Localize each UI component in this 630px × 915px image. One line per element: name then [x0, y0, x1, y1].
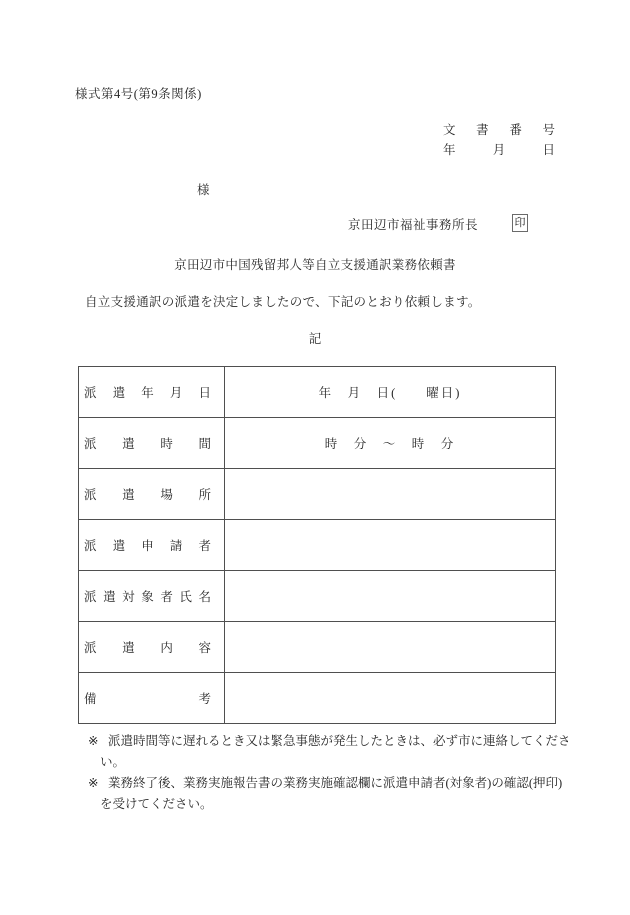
document-title: 京田辺市中国残留邦人等自立支援通訳業務依頼書 [174, 258, 456, 272]
sender-title: 京田辺市福祉事務所長 [348, 218, 479, 232]
ki-heading: 記 [308, 332, 322, 346]
table-row [79, 367, 556, 418]
notes [88, 731, 571, 815]
note-line [88, 731, 571, 752]
note-text: 業務終了後、業務実施報告書の業務実施確認欄に派遣申請者(対象者)の確認(押印) [108, 776, 563, 790]
row-value-cell [225, 469, 556, 520]
row-value-cell: 時 分 ～ 時 分 [225, 418, 556, 469]
row-label: 派 遣 時 間 [84, 437, 211, 451]
seal-label: 印 [514, 217, 526, 229]
seal-box [512, 214, 528, 232]
form-number: 様式第4号(第9条関係) [75, 87, 202, 101]
row-label: 派 遣 場 所 [84, 488, 211, 502]
row-label-cell [79, 418, 225, 469]
row-value-cell [225, 673, 556, 724]
table-row [79, 622, 556, 673]
note-marker: ※ [88, 776, 99, 790]
row-label-cell [79, 673, 225, 724]
row-label: 派 遣 申 請 者 [84, 539, 211, 553]
doc-number-block [443, 120, 555, 160]
row-label: 派 遣 年 月 日 [84, 386, 211, 400]
addressee-line: 様 [197, 183, 210, 197]
row-value-cell: 年 月 日( 曜日) [225, 367, 556, 418]
row-value-cell [225, 622, 556, 673]
row-label-cell [79, 622, 225, 673]
row-label: 派 遣 内 容 [84, 641, 211, 655]
note-text: 派遣時間等に遅れるとき又は緊急事態が発生したときは、必ず市に連絡してくださ [108, 734, 571, 748]
note-marker: ※ [88, 734, 99, 748]
table-row [79, 520, 556, 571]
body-paragraph: 自立支援通訳の派遣を決定しましたので、下記のとおり依頼します。 [85, 295, 481, 309]
row-value-cell [225, 571, 556, 622]
table-row [79, 673, 556, 724]
doc-number-label: 文 書 番 号 [443, 123, 555, 137]
table-row [79, 571, 556, 622]
date-line: 年 月 日 [443, 143, 555, 157]
table-row [79, 418, 556, 469]
note-continuation: を受けてください。 [100, 797, 213, 811]
dispatch-table [78, 366, 556, 724]
table-row [79, 469, 556, 520]
row-label-cell [79, 571, 225, 622]
note-line [88, 773, 571, 794]
row-label-cell [79, 367, 225, 418]
row-label: 派 遣 対 象 者 氏 名 [84, 590, 211, 604]
row-value-cell [225, 520, 556, 571]
row-label-cell [79, 520, 225, 571]
row-label: 備 考 [84, 692, 211, 706]
row-label-cell [79, 469, 225, 520]
note-continuation: い。 [100, 755, 126, 769]
